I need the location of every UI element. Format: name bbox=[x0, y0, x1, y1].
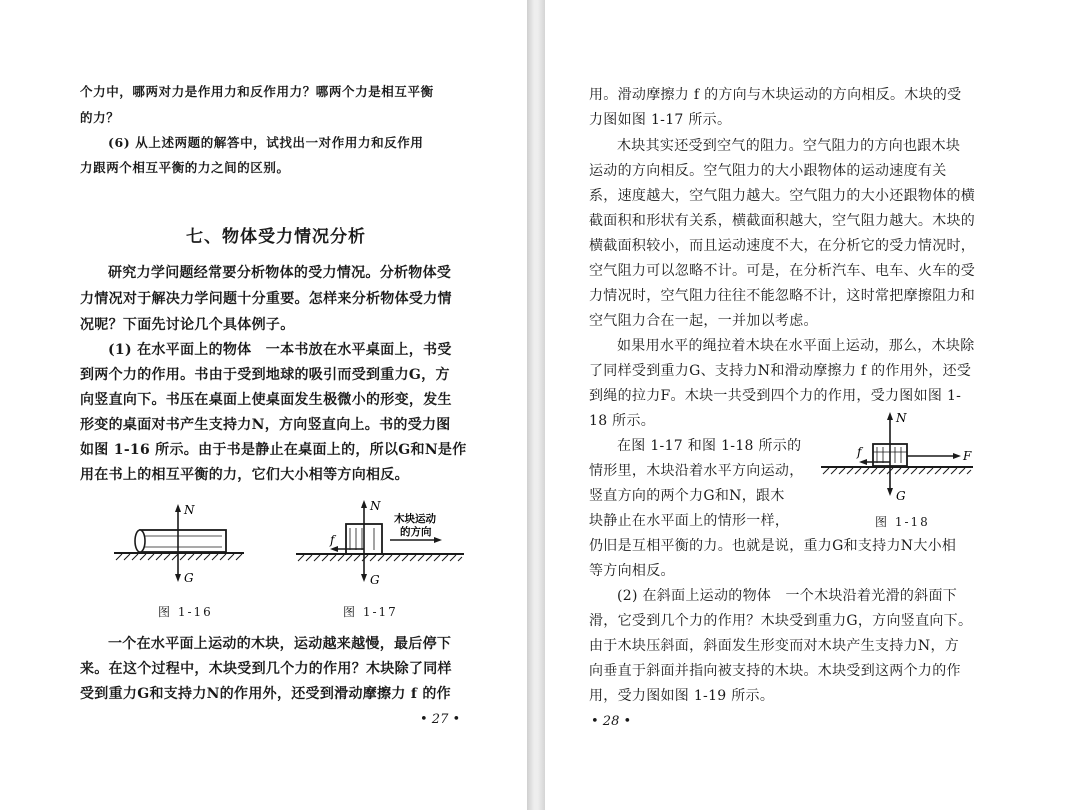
direction-label: 木块运动 bbox=[394, 513, 436, 525]
text-line: 情形里，木块沿着水平方向运动， bbox=[589, 463, 804, 479]
book-shape bbox=[135, 530, 226, 552]
figure-1-17 bbox=[290, 494, 470, 594]
text-line: 18 所示。 bbox=[589, 413, 656, 429]
text-line: 况呢？下面先讨论几个具体例子。 bbox=[80, 317, 295, 333]
text-line: 用，受力图如图 1-19 所示。 bbox=[589, 688, 775, 704]
text-line: (1) 在水平面上的物体 一本书放在水平桌面上，书受 bbox=[108, 342, 452, 358]
text-line: 用。滑动摩擦力 f 的方向与木块运动的方向相反。木块的受 bbox=[589, 87, 962, 103]
left-page bbox=[0, 0, 527, 810]
text-line: 研究力学问题经常要分析物体的受力情况。分析物体受 bbox=[108, 265, 452, 281]
text-line: 了同样受到重力G、支持力N和滑动摩擦力 f 的作用外，还受 bbox=[589, 363, 972, 379]
text-line: 受到重力G和支持力N的作用外，还受到滑动摩擦力 f 的作 bbox=[80, 686, 451, 702]
page-number: • 28 • bbox=[591, 714, 632, 729]
figure-caption: 图 1-18 bbox=[875, 515, 930, 529]
text-line: 截面积和形状有关系，横截面积越大，空气阻力越大。木块的 bbox=[589, 213, 976, 229]
text-line: 用在书上的相互平衡的力，它们大小相等方向相反。 bbox=[80, 467, 409, 483]
text-line: 运动的方向相反。空气阻力的大小跟物体的运动速度有关 bbox=[589, 163, 947, 179]
text-line: 空气阻力可以忽略不计。可是，在分析汽车、电车、火车的受 bbox=[589, 263, 976, 279]
figure-1-18 bbox=[817, 408, 977, 508]
text-line: 竖直方向的两个力G和N，跟木 bbox=[589, 488, 785, 504]
ground-surface bbox=[296, 554, 464, 561]
text-line: 向竖直向下。书压在桌面上使桌面发生极微小的形变，发生 bbox=[80, 392, 452, 408]
text-line: 来。在这个过程中，木块受到几个力的作用？木块除了同样 bbox=[80, 661, 452, 677]
text-line: 个力中，哪两对力是作用力和反作用力？哪两个力是相互平衡 bbox=[80, 84, 434, 99]
label-F: F bbox=[963, 449, 972, 463]
text-line: 等方向相反。 bbox=[589, 563, 675, 579]
figure-caption: 图 1-16 bbox=[158, 605, 213, 619]
label-N: N bbox=[370, 499, 381, 513]
text-line: 如果用水平的绳拉着木块在水平面上运动，那么，木块除 bbox=[617, 338, 975, 354]
label-N: N bbox=[896, 411, 907, 425]
text-line: 仍旧是互相平衡的力。也就是说，重力G和支持力N大小相 bbox=[589, 538, 957, 554]
ground-surface bbox=[821, 467, 973, 474]
text-line: 在图 1-17 和图 1-18 所示的 bbox=[617, 438, 802, 454]
label-N: N bbox=[184, 503, 195, 517]
table-surface bbox=[114, 553, 244, 560]
text-line: 滑，它受到几个力的作用？木块受到重力G，方向竖直向下。 bbox=[589, 613, 973, 629]
label-f: f bbox=[330, 533, 335, 547]
right-page bbox=[545, 0, 1080, 810]
text-line: 向垂直于斜面并指向被支持的木块。木块受到这两个力的作 bbox=[589, 663, 961, 679]
label-G: G bbox=[370, 573, 380, 587]
text-line: 力情况时，空气阻力往往不能忽略不计，这时常把摩擦阻力和 bbox=[589, 288, 976, 304]
text-line: 力情况对于解决力学问题十分重要。怎样来分析物体受力情 bbox=[80, 291, 452, 307]
book-gutter bbox=[527, 0, 545, 810]
page-number: • 27 • bbox=[420, 712, 461, 727]
text-line: 空气阻力合在一起，一并加以考虑。 bbox=[589, 313, 818, 329]
force-arrow-F bbox=[907, 453, 961, 459]
text-line: 到两个力的作用。书由于受到地球的吸引而受到重力G，方 bbox=[80, 367, 450, 383]
text-line: (2) 在斜面上运动的物体 一个木块沿着光滑的斜面下 bbox=[617, 588, 958, 604]
text-line: (6) 从上述两题的解答中，试找出一对作用力和反作用 bbox=[108, 135, 424, 150]
text-line: 块静止在水平面上的情形一样， bbox=[589, 513, 790, 529]
text-line: 如图 1-16 所示。由于书是静止在桌面上的，所以G和N是作 bbox=[80, 442, 467, 458]
label-G: G bbox=[896, 489, 906, 503]
text-line: 力跟两个相互平衡的力之间的区别。 bbox=[80, 160, 290, 175]
figure-1-16 bbox=[110, 498, 250, 596]
text-line: 木块其实还受到空气的阻力。空气阻力的方向也跟木块 bbox=[617, 138, 961, 154]
text-line: 的力？ bbox=[80, 110, 120, 125]
section-heading: 七、物体受力情况分析 bbox=[186, 227, 366, 247]
text-line: 系，速度越大，空气阻力越大。空气阻力的大小还跟物体的横 bbox=[589, 188, 976, 204]
label-f: f bbox=[857, 445, 862, 459]
figure-caption: 图 1-17 bbox=[343, 605, 398, 619]
text-line: 力图如图 1-17 所示。 bbox=[589, 112, 732, 128]
text-line: 到绳的拉力F。木块一共受到四个力的作用，受力图如图 1- bbox=[589, 388, 962, 404]
text-line: 形变的桌面对书产生支持力N，方向竖直向上。书的受力图 bbox=[80, 417, 451, 433]
text-line: 横截面积较小，而且运动速度不大，在分析它的受力情况时， bbox=[589, 238, 976, 254]
text-line: 由于木块压斜面，斜面发生形变而对木块产生支持力N，方 bbox=[589, 638, 960, 654]
text-line: 一个在水平面上运动的木块，运动越来越慢，最后停下 bbox=[108, 636, 452, 652]
direction-label: 的方向 bbox=[400, 526, 432, 538]
label-G: G bbox=[184, 571, 194, 585]
